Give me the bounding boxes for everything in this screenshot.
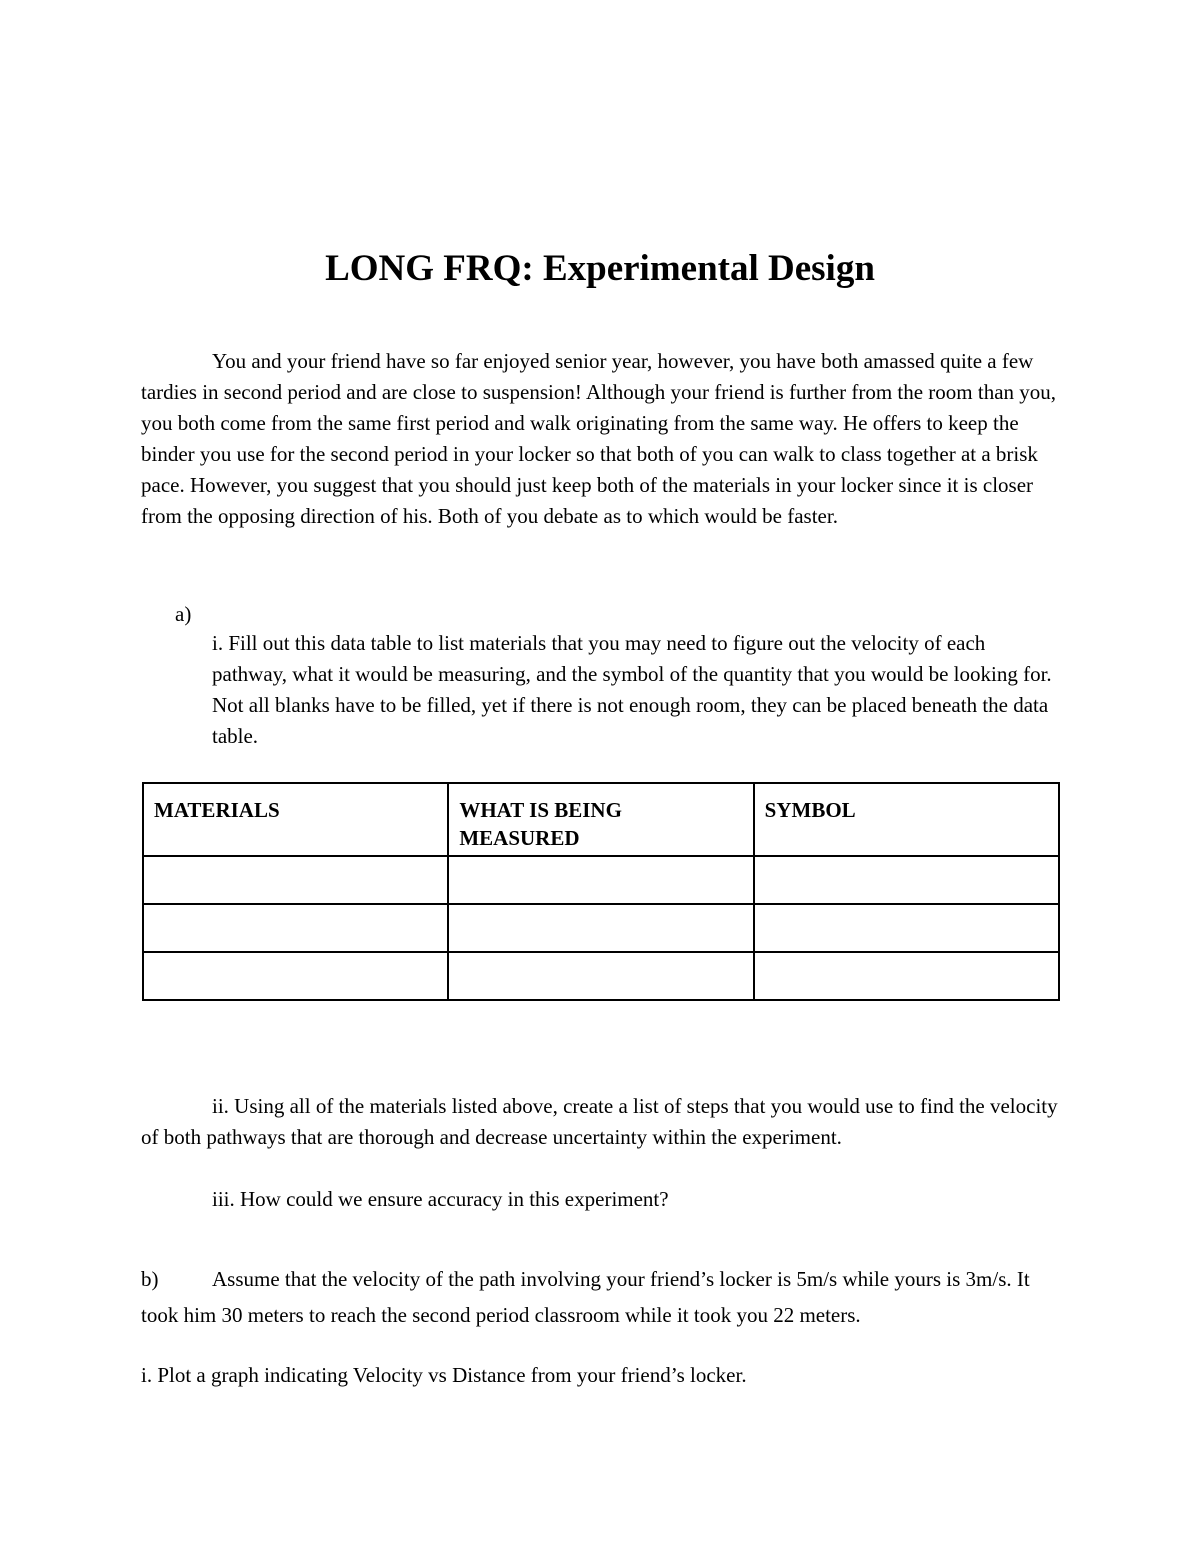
part-b-label: b) xyxy=(141,1267,159,1291)
header-materials: MATERIALS xyxy=(143,783,448,856)
table-cell[interactable] xyxy=(754,904,1059,952)
table-cell[interactable] xyxy=(143,904,448,952)
part-a-label: a) xyxy=(175,602,192,626)
question-a-ii xyxy=(141,1091,1061,1153)
question-a-iii-text: iii. How could we ensure accuracy in this experiment? xyxy=(212,1187,669,1211)
table-header-row xyxy=(143,783,1059,856)
intro-paragraph xyxy=(141,346,1061,532)
part-b-text: Assume that the velocity of the path involving your friend’s locker is 5m/s while yours is 3m/s. It took him 30 meters to reach the second period classroom while it took you 22 meters. xyxy=(141,1267,1030,1327)
question-a-i: i. Fill out this data table to list materials that you may need to figure out the velocity of each pathway, what it would be measuring, and the symbol of the quantity that you would be looking for. Not all blanks have to be filled, yet if there is not enough room, they can be placed beneath the data table. xyxy=(212,631,1052,748)
part-b-paragraph xyxy=(141,1261,1071,1333)
table-cell[interactable] xyxy=(143,952,448,1000)
table-cell[interactable] xyxy=(448,856,753,904)
question-b-i: i. Plot a graph indicating Velocity vs Distance from your friend’s locker. xyxy=(141,1363,747,1387)
intro-text: You and your friend have so far enjoyed senior year, however, you have both amassed quite a few tardies in second period and are close to suspension! Although your friend is further from the room than you, you both come from the same first period and walk originating from the same way. He offers to keep the binder you use for the second period in your locker so that both of you can walk to class together at a brisk pace. However, you suggest that you should just keep both of the materials in your locker since it is closer from the opposing direction of his. Both of you debate as to which would be faster. xyxy=(141,349,1057,528)
table-cell[interactable] xyxy=(143,856,448,904)
table-cell[interactable] xyxy=(754,856,1059,904)
header-what-is-being-measured: WHAT IS BEING MEASURED xyxy=(448,783,753,856)
table-row xyxy=(143,904,1059,952)
table-row xyxy=(143,856,1059,904)
question-a-iii xyxy=(141,1184,1061,1215)
table-cell[interactable] xyxy=(448,904,753,952)
table-cell[interactable] xyxy=(448,952,753,1000)
materials-data-table xyxy=(142,782,1060,1001)
table-cell[interactable] xyxy=(754,952,1059,1000)
table-row xyxy=(143,952,1059,1000)
question-a-ii-text: ii. Using all of the materials listed above, create a list of steps that you would use to find the velocity of both pathways that are thorough and decrease uncertainty within the experiment. xyxy=(141,1094,1058,1149)
page-title: LONG FRQ: Experimental Design xyxy=(325,248,875,289)
header-symbol: SYMBOL xyxy=(754,783,1059,856)
